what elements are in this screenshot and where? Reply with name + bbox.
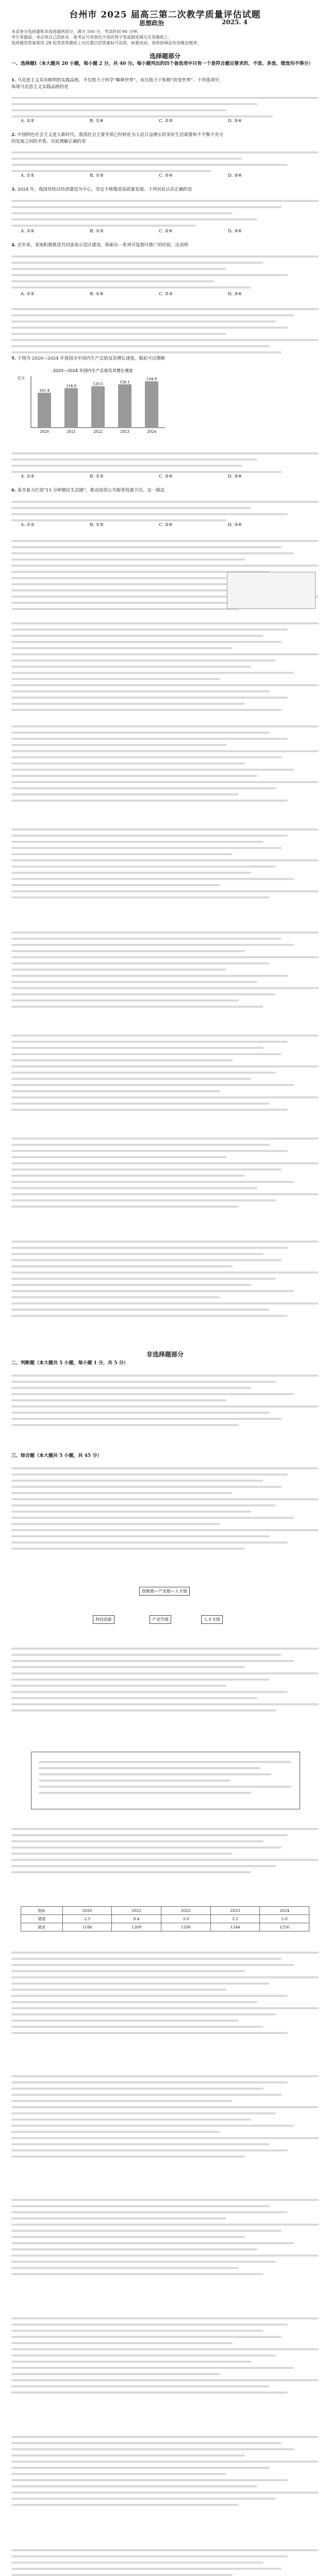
table-cell: 2.3 xyxy=(62,1915,112,1923)
bar-value-label: 120.5 xyxy=(92,382,104,386)
question-text: 1. 马克思主义具有鲜明的实践品格，不仅致力于科学“解释世界”，而且致力于积极“改变世界”。下列选项中， xyxy=(11,78,224,83)
answer-options xyxy=(21,118,309,124)
x-tick-label: 2022 xyxy=(93,430,103,434)
text-block xyxy=(11,304,319,358)
option: D. ③④ xyxy=(228,229,242,234)
option: A. ①② xyxy=(21,522,35,528)
chart-bar xyxy=(118,384,131,428)
option: C. ②④ xyxy=(159,173,173,178)
data-table xyxy=(21,1906,309,1931)
question-options-block xyxy=(11,196,319,231)
chart-bar xyxy=(145,381,158,428)
text-block xyxy=(11,1643,319,1716)
text-block xyxy=(11,2071,319,2162)
option: C. ②③ xyxy=(159,118,173,124)
question-text: 6. 某市着力打造“15 分钟便民生活圈”，推动优质公共服务资源下沉。这一做法 xyxy=(11,488,165,493)
option: B. ①③ xyxy=(90,229,104,234)
x-tick-label: 2021 xyxy=(67,430,76,434)
text-block xyxy=(11,1030,319,1115)
option: D. ③④ xyxy=(228,118,242,124)
part-instructions: 三、综合题（本大题共 5 小题，共 45 分） xyxy=(11,1453,102,1459)
answer-options xyxy=(21,173,309,178)
option: D. ③④ xyxy=(228,292,242,297)
chart-bar xyxy=(38,393,51,428)
x-tick-label: 2024 xyxy=(147,430,156,434)
table-cell: 就业 xyxy=(21,1923,63,1931)
table-cell: 1256 xyxy=(260,1923,309,1931)
chart-bar xyxy=(64,388,78,428)
question-text: 的发展之间的矛盾。对此理解正确的是 xyxy=(11,139,86,144)
text-block xyxy=(11,2545,319,2576)
table-header-row xyxy=(21,1907,309,1915)
text-block xyxy=(39,1757,291,1798)
text-block xyxy=(11,618,319,715)
answer-options xyxy=(21,229,309,234)
page-title: 台州市 2025 届高三第二次教学质量评估试题 xyxy=(69,10,261,20)
option: A. ①② xyxy=(21,173,35,178)
table-cell: 1244 xyxy=(210,1923,260,1931)
option: B. ①④ xyxy=(90,292,104,297)
question-options-block xyxy=(11,93,319,122)
flow-node: 科技创新 xyxy=(93,1615,114,1624)
x-tick-label: 2020 xyxy=(40,430,49,434)
option: C. ②④ xyxy=(159,229,173,234)
gdp-chart xyxy=(15,366,170,438)
table-cell: 增速 xyxy=(21,1915,63,1923)
text-block xyxy=(11,2313,319,2398)
chart-bar xyxy=(91,386,105,428)
answer-options xyxy=(21,292,309,297)
table-header: 2021 xyxy=(112,1907,161,1915)
flow-node: 人才支撑 xyxy=(201,1615,223,1624)
question xyxy=(11,242,319,249)
question-text: 2. 中国特色社会主义进入新时代，我国社会主要矛盾已经转化为人民日益增长的美好生活需要和不平衡不充分 xyxy=(11,132,224,138)
part-instructions: 一、选择题Ⅰ（本大题共 20 小题，每小题 2 分，共 40 分。每小题列出的四个备选项中只有一个是符合题目要求的，不选、多选、错选均不得分） xyxy=(11,61,314,66)
option: C. ②④ xyxy=(159,522,173,528)
question xyxy=(11,187,319,193)
text-block xyxy=(11,1947,319,2038)
table-header: 2020 xyxy=(62,1907,112,1915)
question xyxy=(11,77,319,91)
note-line: 选择题的答案须用 2B 铅笔将答题纸上对应题目的答案标号涂黑，如要改动，须将原填涂处用橡皮擦净。 xyxy=(11,41,202,45)
bar-value-label: 126.1 xyxy=(119,380,130,384)
question-text: 3. 2024 年，我国坚持以经济建设为中心，坚定不移推进高质量发展。下列对此认识正确的是 xyxy=(11,187,192,192)
table-cell: 5.0 xyxy=(260,1915,309,1923)
question xyxy=(11,132,319,145)
option: D. ③④ xyxy=(228,474,242,479)
bar-value-label: 114.9 xyxy=(65,384,77,388)
option: B. ①④ xyxy=(90,118,104,124)
question-text: 体现马克思主义实践品格的是 xyxy=(11,84,69,90)
text-block xyxy=(11,448,319,477)
exam-notes xyxy=(11,29,319,46)
text-block xyxy=(11,824,319,903)
flow-diagram xyxy=(93,1587,237,1633)
question-options-block xyxy=(11,251,319,293)
option: D. ③④ xyxy=(228,173,242,178)
question xyxy=(11,487,319,494)
x-tick-label: 2023 xyxy=(120,430,129,434)
text-block xyxy=(11,721,319,806)
option: B. ①③ xyxy=(90,522,104,528)
question-options-block xyxy=(11,147,319,176)
subject-label: 思想政治 xyxy=(139,20,164,27)
option: C. ②③ xyxy=(159,292,173,297)
flow-title: 创新链—产业链—人才链 xyxy=(139,1587,190,1596)
flow-node: 产业升级 xyxy=(150,1615,171,1624)
note-line: 本试卷分选择题和非选择题两部分，满分 100 分，考试时间 90 分钟。 xyxy=(11,29,141,34)
text-block xyxy=(11,1236,319,1321)
bar-value-label: 101.4 xyxy=(39,388,50,393)
answer-options xyxy=(21,474,309,479)
section-title-choice: 选择题部分 xyxy=(149,53,180,60)
chart-title: 2020—2024 年国内生产总值及其增长速度 xyxy=(53,368,133,373)
question xyxy=(11,355,319,362)
text-block xyxy=(11,1463,319,1554)
table-cell: 1186 xyxy=(62,1923,112,1931)
answer-options xyxy=(21,522,309,528)
text-block xyxy=(11,1133,319,1212)
table-header: 指标 xyxy=(21,1907,63,1915)
text-block xyxy=(11,1824,319,1877)
table-cell: 1206 xyxy=(161,1923,210,1931)
table-header: 2023 xyxy=(210,1907,260,1915)
question-options-block xyxy=(11,497,319,526)
option: A. ①② xyxy=(21,118,35,124)
part-instructions: 二、判断题（本大题共 5 小题，每小题 1 分，共 5 分） xyxy=(11,1361,128,1366)
table-cell: 1269 xyxy=(112,1923,161,1931)
text-block xyxy=(11,2195,319,2279)
option: A. ①② xyxy=(21,292,35,297)
option: D. ③④ xyxy=(228,522,242,528)
table-row xyxy=(21,1915,309,1923)
table-row xyxy=(21,1923,309,1931)
option: B. ①③ xyxy=(90,474,104,479)
section-title-nonchoice: 非选择题部分 xyxy=(146,1351,184,1358)
illustration xyxy=(227,572,316,609)
option: C. ②④ xyxy=(159,474,173,479)
option: A. ①② xyxy=(21,474,35,479)
table-cell: 3.0 xyxy=(161,1915,210,1923)
y-axis-label: 亿元 xyxy=(18,376,25,380)
note-line: 考生答题前，务必将自己的姓名、准考证号用黑色字迹的签字笔或钢笔填写在答题纸上。 xyxy=(11,35,172,40)
table-header: 2022 xyxy=(161,1907,210,1915)
option: B. ①③ xyxy=(90,173,104,178)
table-cell: 8.4 xyxy=(112,1915,161,1923)
bar-value-label: 134.9 xyxy=(146,377,157,382)
text-block xyxy=(11,927,319,1012)
text-block xyxy=(11,2432,319,2510)
option: A. ①② xyxy=(21,229,35,234)
text-block xyxy=(11,1370,319,1430)
table-header: 2024 xyxy=(260,1907,309,1915)
table-cell: 5.2 xyxy=(210,1915,260,1923)
exam-date: 2025. 4 xyxy=(222,19,248,26)
question-text: 5. 下图为 2020—2024 年我国全年国内生产总值及其增长速度。据此可以推断 xyxy=(11,356,166,361)
question-text: 4. 近年来，某地积极推进共同富裕示范区建设，探索出一系列可复制可推广的经验。这表明 xyxy=(11,243,189,248)
